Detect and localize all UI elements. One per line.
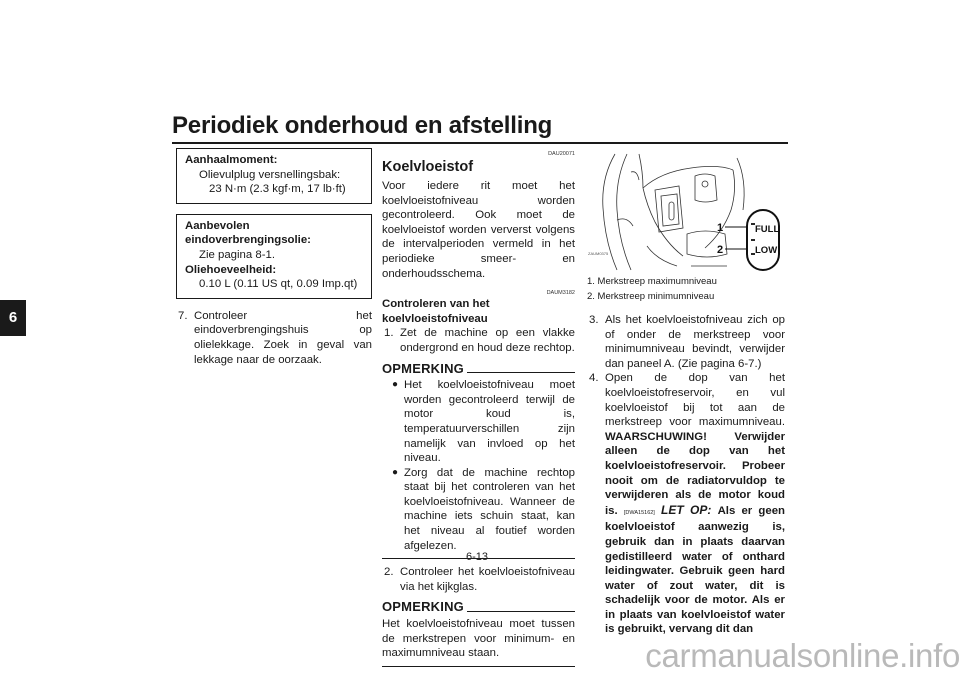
- full-mark-label: FULL: [755, 224, 780, 235]
- title-rule: [172, 142, 788, 144]
- reservoir-drawing: [587, 150, 785, 274]
- note-word: OPMERKING: [382, 360, 464, 376]
- note-rule: [467, 372, 575, 373]
- doc-code: DAU20071: [548, 151, 575, 157]
- bullet-text: Het koelvloeistofniveau moet worden gecontroleerd terwijl de motor koud is, temperatuurverschillen zijn namelijk van invloed op het niveau.: [404, 379, 575, 465]
- note-heading: [382, 600, 575, 615]
- note-bullet: [382, 378, 575, 466]
- step-1: [382, 326, 575, 355]
- chapter-tab[interactable]: 6: [0, 300, 26, 336]
- step-2: [382, 565, 575, 594]
- column-middle: [382, 148, 575, 673]
- bullet-dot-icon: ●: [392, 466, 399, 478]
- note-word: OPMERKING: [382, 599, 464, 615]
- caution-text: Als er geen koelvloeistof aanwezig is, gebruik dan in plaats daarvan gedistilleerd water of onthard leidingwater. Gebruik geen hard water of zout water, dit is schadelijk voor de motor. Als er in plaats van koelvloeistof water is gebruikt, vervang dit dan: [605, 504, 785, 636]
- step-number: 1.: [384, 327, 394, 340]
- caution-label: LET OP:: [661, 502, 712, 517]
- note-text: Het koelvloeistofniveau moet tussen de merkstrepen voor minimum- en maximumniveau staan.: [382, 618, 575, 660]
- step-text: Controleer het koelvloeistofniveau via het kijkglas.: [400, 566, 575, 593]
- torque-label: Aanhaalmoment:: [185, 154, 278, 166]
- callout-1: 1: [717, 222, 724, 234]
- torque-value: 23 N·m (2.3 kgf·m, 17 lb·ft): [209, 183, 346, 196]
- warning-code: [DWA15162]: [623, 509, 655, 516]
- oil-ref: Zie pagina 8-1.: [199, 248, 275, 261]
- doc-code: DAUM3182: [546, 290, 575, 297]
- section-title: Koelvloeistof: [382, 159, 474, 175]
- step-number: 3.: [589, 314, 599, 326]
- oil-spec-box: [176, 214, 372, 299]
- step-3: [587, 313, 785, 371]
- oil-qty: 0.10 L (0.11 US qt, 0.09 Imp.qt): [199, 278, 358, 291]
- coolant-reservoir-illustration: [587, 150, 785, 274]
- step-4: [587, 371, 785, 637]
- step-text: Open de dop van het koelvloeistofreservoir, en vul koelvloeistof bij tot aan de merkstreep voor maximumniveau.: [605, 372, 785, 429]
- caption-1: 1. Merkstreep maximumniveau: [587, 276, 717, 287]
- low-mark-label: LOW: [755, 245, 778, 256]
- bullet-text: Zorg dat de machine rechtop staat bij het controleren van het koelvloeistofniveau. Wanneer de machine iets schuin staat, kan het niveau al foutief worden afgelezen.: [404, 466, 575, 552]
- step-number: 4.: [589, 372, 599, 385]
- step-text: Zet de machine op een vlakke ondergrond en houd deze rechtop.: [400, 327, 575, 354]
- bullet-dot-icon: ●: [392, 379, 399, 391]
- note-rule: [467, 611, 575, 612]
- oil-qty-label: Oliehoeveelheid:: [185, 263, 277, 276]
- caption-2: 2. Merkstreep minimumniveau: [587, 290, 715, 302]
- note-heading: [382, 362, 575, 377]
- page-number: 6-13: [466, 551, 489, 563]
- figure-code: ZAUM0375: [588, 251, 609, 257]
- column-left: [176, 148, 372, 367]
- subsection-title: Controleren van het koelvloeistofniveau: [382, 298, 490, 325]
- callout-2: 2: [717, 244, 724, 256]
- step-text: Controleer het eindoverbrengingshuis op olielekkage. Zoek in geval van lekkage naar de oorzaak.: [194, 309, 372, 366]
- step-text: Als het koelvloeistofniveau zich op of onder de merkstreep voor minimumniveau bevindt, verwijder dan paneel A. (Zie pagina 6-7.): [605, 314, 785, 370]
- watermark: carmanualsonline.info: [645, 637, 960, 674]
- note-end-rule: [382, 666, 575, 667]
- oil-label: Aanbevolen eindoverbrengingsolie:: [185, 219, 311, 247]
- page-title: Periodiek onderhoud en afstelling: [172, 112, 553, 139]
- note-bullet: [382, 466, 575, 554]
- step-7: [176, 309, 372, 367]
- torque-spec-box: [176, 148, 372, 204]
- step-number: 7.: [178, 309, 188, 322]
- step-number: 2.: [384, 566, 394, 579]
- column-right: [587, 148, 785, 637]
- intro-text: Voor iedere rit moet het koelvloeistofniveau worden gecontroleerd. Ook moet de koelvloeistof worden ververst volgens de intervalperioden vermeld in het periodieke smeer- en onderhoudsschema.: [382, 180, 575, 280]
- step-content: [605, 371, 785, 637]
- warning-text: WAARSCHUWING! Verwijder alleen de dop van het koelvloeistofreservoir. Probeer nooit om de radiatorvuldop te verwijderen als de motor koud is.: [605, 430, 785, 517]
- figure-captions: [587, 276, 785, 303]
- torque-item: Olievulplug versnellingsbak:: [199, 168, 341, 181]
